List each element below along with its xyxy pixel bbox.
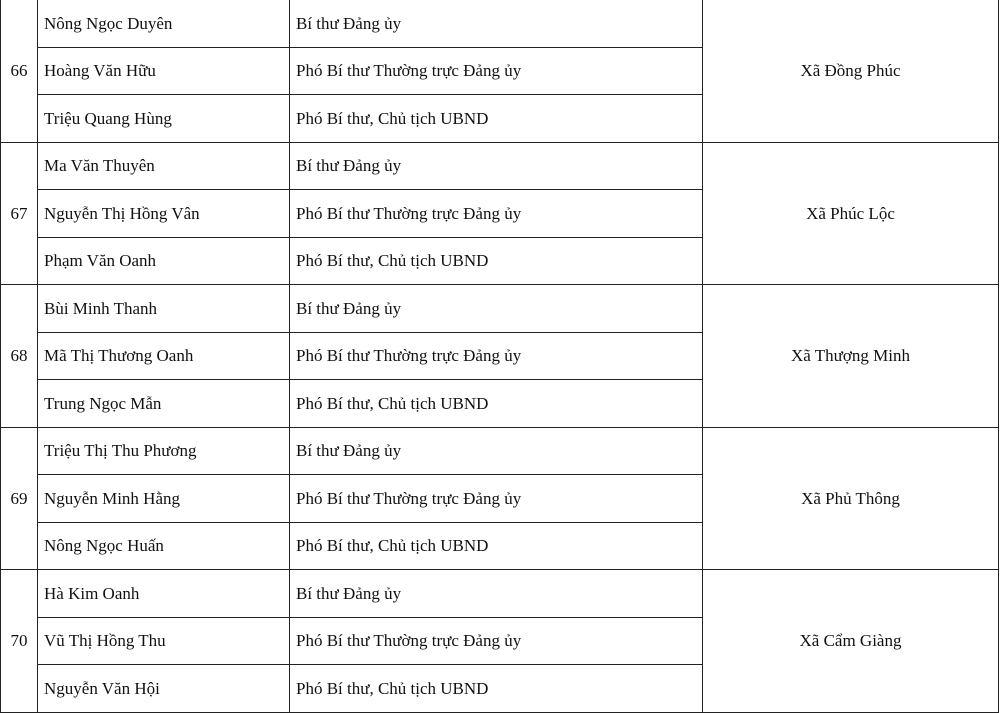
unit-name: Xã Cẩm Giàng	[703, 570, 999, 713]
table-row	[1, 0, 999, 47]
member-position: Bí thư Đảng ủy	[290, 0, 703, 47]
member-position: Phó Bí thư, Chủ tịch UBND	[290, 237, 703, 285]
member-position: Phó Bí thư, Chủ tịch UBND	[290, 380, 703, 428]
table-row	[1, 570, 999, 618]
member-name: Triệu Quang Hùng	[38, 95, 290, 143]
member-position: Phó Bí thư, Chủ tịch UBND	[290, 95, 703, 143]
member-position: Phó Bí thư, Chủ tịch UBND	[290, 522, 703, 570]
member-position: Bí thư Đảng ủy	[290, 427, 703, 475]
table-row	[1, 285, 999, 333]
member-name: Vũ Thị Hồng Thu	[38, 617, 290, 665]
personnel-table-body	[1, 0, 999, 712]
member-name: Bùi Minh Thanh	[38, 285, 290, 333]
member-name: Nguyễn Minh Hằng	[38, 475, 290, 523]
member-position: Bí thư Đảng ủy	[290, 570, 703, 618]
member-name: Triệu Thị Thu Phương	[38, 427, 290, 475]
member-position: Phó Bí thư Thường trực Đảng ủy	[290, 47, 703, 95]
member-name: Hà Kim Oanh	[38, 570, 290, 618]
group-number: 70	[1, 570, 38, 713]
member-name: Ma Văn Thuyên	[38, 142, 290, 190]
group-number: 66	[1, 0, 38, 142]
table-row	[1, 142, 999, 190]
member-name: Nông Ngọc Huấn	[38, 522, 290, 570]
member-position: Phó Bí thư Thường trực Đảng ủy	[290, 332, 703, 380]
member-position: Phó Bí thư Thường trực Đảng ủy	[290, 617, 703, 665]
member-position: Phó Bí thư Thường trực Đảng ủy	[290, 475, 703, 523]
member-position: Phó Bí thư Thường trực Đảng ủy	[290, 190, 703, 238]
member-name: Trung Ngọc Mẫn	[38, 380, 290, 428]
member-name: Nông Ngọc Duyên	[38, 0, 290, 47]
member-name: Hoàng Văn Hữu	[38, 47, 290, 95]
unit-name: Xã Thượng Minh	[703, 285, 999, 428]
member-position: Phó Bí thư, Chủ tịch UBND	[290, 665, 703, 713]
group-number: 67	[1, 142, 38, 285]
member-name: Nguyễn Thị Hồng Vân	[38, 190, 290, 238]
member-position: Bí thư Đảng ủy	[290, 285, 703, 333]
member-name: Mã Thị Thương Oanh	[38, 332, 290, 380]
unit-name: Xã Phúc Lộc	[703, 142, 999, 285]
unit-name: Xã Đồng Phúc	[703, 0, 999, 142]
unit-name: Xã Phủ Thông	[703, 427, 999, 570]
member-name: Phạm Văn Oanh	[38, 237, 290, 285]
group-number: 68	[1, 285, 38, 428]
table-row	[1, 427, 999, 475]
group-number: 69	[1, 427, 38, 570]
member-name: Nguyễn Văn Hội	[38, 665, 290, 713]
member-position: Bí thư Đảng ủy	[290, 142, 703, 190]
